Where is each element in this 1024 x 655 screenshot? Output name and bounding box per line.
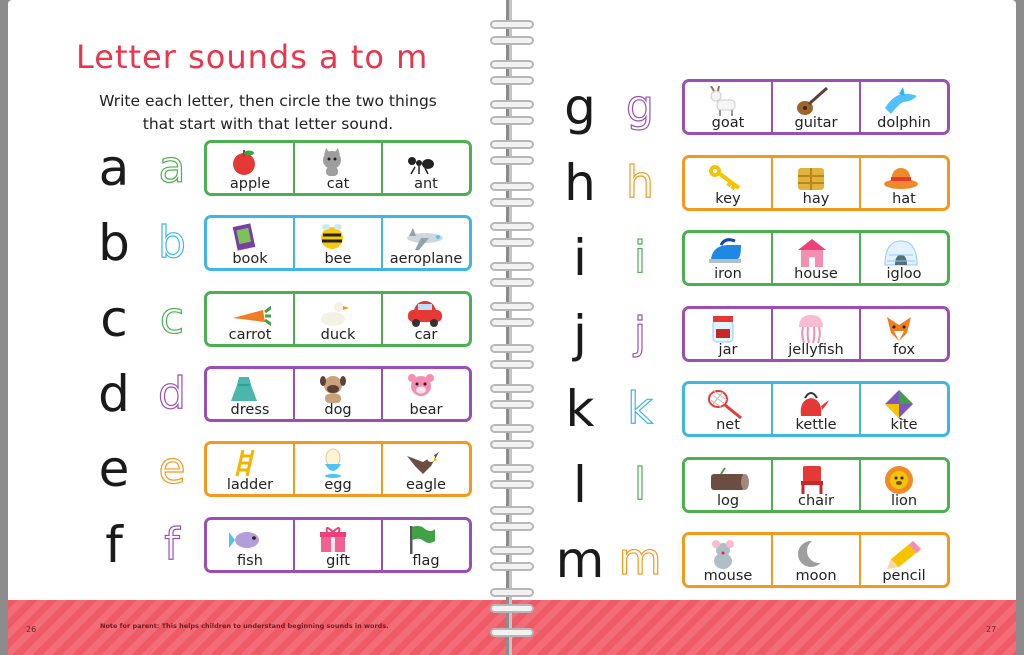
picture-box <box>682 155 950 211</box>
picture-key[interactable] <box>685 158 773 208</box>
trace-letter-f[interactable]: f <box>164 518 180 570</box>
picture-label: jellyfish <box>788 341 844 358</box>
letter-row-k <box>512 378 1016 440</box>
footer-band-right <box>512 600 1016 655</box>
letter-row-f <box>8 514 506 576</box>
binding-ring <box>490 344 534 353</box>
binding-ring <box>490 562 534 571</box>
instruction-line-1: Write each letter, then circle the two things <box>99 92 437 110</box>
binding-ring <box>490 36 534 45</box>
ant-icon <box>405 147 447 179</box>
trace-letter-k[interactable]: k <box>627 383 653 434</box>
letter-row-i <box>512 227 1016 289</box>
picture-label: book <box>232 251 268 268</box>
picture-label: gift <box>326 552 350 569</box>
letter-row-e <box>8 438 506 500</box>
picture-flag[interactable] <box>383 520 469 570</box>
binding-ring <box>490 100 534 109</box>
picture-moon[interactable] <box>773 535 861 585</box>
parent-note: Note for parent: This helps children to understand beginning sounds in words. <box>100 622 389 630</box>
picture-iron[interactable] <box>685 233 773 283</box>
picture-fish[interactable] <box>207 520 295 570</box>
picture-label: hay <box>802 190 830 207</box>
eagle-icon <box>405 448 447 480</box>
picture-label: eagle <box>406 477 446 494</box>
binding-ring <box>490 156 534 165</box>
picture-label: chair <box>797 492 835 509</box>
picture-duck[interactable] <box>295 294 383 344</box>
binding-ring <box>490 318 534 327</box>
letter-k: k <box>565 380 595 438</box>
picture-house[interactable] <box>773 233 861 283</box>
picture-bear[interactable] <box>383 369 469 419</box>
picture-fox[interactable] <box>861 309 947 359</box>
kite-icon <box>883 388 925 420</box>
net-icon <box>707 388 749 420</box>
picture-label: bee <box>324 251 352 268</box>
picture-label: hat <box>892 190 916 207</box>
letter-g: g <box>564 78 596 136</box>
picture-label: egg <box>324 477 352 494</box>
binding-ring <box>490 116 534 125</box>
letter-j: j <box>573 304 587 363</box>
picture-label: fox <box>892 341 916 358</box>
picture-box <box>682 306 950 362</box>
cat-icon <box>317 147 359 179</box>
page-number-left: 26 <box>26 625 37 634</box>
picture-label: cat <box>326 176 350 192</box>
picture-label: dress <box>230 401 270 418</box>
picture-box <box>682 457 950 513</box>
duck-icon <box>317 298 359 330</box>
binding-ring <box>490 76 534 85</box>
iron-icon <box>707 237 749 269</box>
mouse-icon <box>707 539 749 571</box>
picture-goat[interactable] <box>685 82 773 132</box>
picture-hat[interactable] <box>861 158 947 208</box>
letter-l: l <box>573 455 587 514</box>
binding-ring <box>490 464 534 473</box>
dog-icon <box>317 373 359 405</box>
trace-letter-d[interactable]: d <box>158 367 186 419</box>
picture-ant[interactable] <box>383 143 469 193</box>
picture-ladder[interactable] <box>207 444 295 494</box>
binding-ring <box>490 440 534 449</box>
letter-d: d <box>98 364 130 423</box>
picture-jellyfish[interactable] <box>773 309 861 359</box>
picture-guitar[interactable] <box>773 82 861 132</box>
trace-letter-h[interactable]: h <box>626 156 654 208</box>
binding-ring <box>490 140 534 149</box>
pencil-icon <box>883 539 925 571</box>
trace-letter-l[interactable]: l <box>633 458 647 510</box>
letter-row-g <box>512 76 1016 138</box>
picture-car[interactable] <box>383 294 469 344</box>
picture-label: car <box>414 326 438 343</box>
fox-icon <box>883 313 925 345</box>
igloo-icon <box>883 237 925 269</box>
picture-aeroplane[interactable] <box>383 218 469 268</box>
letter-h: h <box>564 153 596 212</box>
binding-ring <box>490 262 534 271</box>
picture-dress[interactable] <box>207 369 295 419</box>
picture-label: ant <box>414 176 438 192</box>
picture-label: lion <box>890 492 918 509</box>
binding-ring <box>490 302 534 311</box>
picture-label: pencil <box>882 568 926 584</box>
trace-letter-c[interactable]: c <box>159 292 185 344</box>
flag-icon <box>405 524 447 556</box>
carrot-icon <box>229 298 271 330</box>
binding-ring <box>490 20 534 29</box>
binding-ring <box>490 238 534 247</box>
ladder-icon <box>229 448 271 480</box>
jar-icon <box>707 313 749 345</box>
hat-icon <box>883 162 925 194</box>
picture-label: ladder <box>226 477 274 494</box>
picture-mouse[interactable] <box>685 535 773 585</box>
letter-row-h <box>512 152 1016 214</box>
letter-row-j <box>512 303 1016 365</box>
picture-dog[interactable] <box>295 369 383 419</box>
trace-letter-j[interactable]: j <box>633 307 647 359</box>
trace-letter-g[interactable]: g <box>626 81 654 132</box>
picture-jar[interactable] <box>685 309 773 359</box>
picture-label: jar <box>718 341 738 358</box>
letter-m: m <box>555 531 605 589</box>
picture-label: house <box>794 266 838 282</box>
binding-ring <box>490 198 534 207</box>
picture-book[interactable] <box>207 218 295 268</box>
picture-pencil[interactable] <box>861 535 947 585</box>
picture-chair[interactable] <box>773 460 861 510</box>
trace-letter-b[interactable]: b <box>158 217 186 269</box>
picture-label: mouse <box>703 568 753 584</box>
aeroplane-icon <box>405 222 447 254</box>
kettle-icon <box>795 388 837 420</box>
dolphin-icon <box>883 86 925 118</box>
spiral-binding <box>488 0 536 655</box>
letter-a: a <box>98 139 130 197</box>
book-icon <box>229 222 271 254</box>
picture-label: igloo <box>886 266 922 282</box>
picture-box <box>204 366 472 422</box>
picture-label: net <box>716 417 740 433</box>
binding-ring <box>490 480 534 489</box>
picture-box <box>204 215 472 271</box>
binding-ring <box>490 628 534 637</box>
picture-label: flag <box>412 552 440 569</box>
binding-ring <box>490 522 534 531</box>
lion-icon <box>883 464 925 496</box>
letter-row-c <box>8 288 506 350</box>
picture-box <box>682 532 950 588</box>
apple-icon <box>229 147 271 179</box>
binding-ring <box>490 400 534 409</box>
letter-i: i <box>573 229 587 287</box>
binding-ring <box>490 360 534 369</box>
letter-c: c <box>100 289 128 348</box>
trace-letter-i[interactable]: i <box>633 232 647 283</box>
picture-cat[interactable] <box>295 143 383 193</box>
picture-hay[interactable] <box>773 158 861 208</box>
picture-kite[interactable] <box>861 384 947 434</box>
picture-label: moon <box>795 568 837 584</box>
binding-ring <box>490 182 534 191</box>
hay-icon <box>795 162 837 194</box>
picture-log[interactable] <box>685 460 773 510</box>
left-page <box>8 0 506 655</box>
picture-label: key <box>715 190 741 207</box>
picture-box <box>682 381 950 437</box>
picture-apple[interactable] <box>207 143 295 193</box>
trace-letter-e[interactable]: e <box>158 443 186 495</box>
picture-carrot[interactable] <box>207 294 295 344</box>
gift-icon <box>317 524 359 556</box>
picture-label: log <box>716 492 740 509</box>
instruction-line-2: that start with that letter sound. <box>142 115 394 133</box>
page-title: Letter sounds a to m <box>76 38 429 76</box>
picture-box <box>204 517 472 573</box>
trace-letter-a[interactable]: a <box>158 142 186 193</box>
picture-box <box>682 79 950 135</box>
letter-row-m <box>512 529 1016 591</box>
binding-ring <box>490 278 534 287</box>
binding-ring <box>490 506 534 515</box>
page-number-right: 27 <box>986 625 997 634</box>
bear-icon <box>405 373 447 405</box>
car-icon <box>405 298 447 330</box>
jellyfish-icon <box>795 313 837 345</box>
letter-row-a <box>8 137 506 199</box>
picture-label: kite <box>890 417 918 433</box>
picture-label: bear <box>409 401 443 418</box>
letter-row-d <box>8 363 506 425</box>
guitar-icon <box>795 86 837 118</box>
binding-ring <box>490 60 534 69</box>
right-page <box>512 0 1016 655</box>
picture-label: dog <box>324 401 352 418</box>
goat-icon <box>707 86 749 118</box>
binding-ring <box>490 384 534 393</box>
picture-label: kettle <box>795 417 837 433</box>
picture-box <box>204 140 472 196</box>
picture-label: apple <box>229 176 271 192</box>
picture-kettle[interactable] <box>773 384 861 434</box>
picture-egg[interactable] <box>295 444 383 494</box>
picture-label: duck <box>320 326 356 343</box>
picture-box <box>682 230 950 286</box>
instructions <box>48 90 488 136</box>
picture-label: guitar <box>794 115 838 131</box>
picture-igloo[interactable] <box>861 233 947 283</box>
dress-icon <box>229 373 271 405</box>
binding-ring <box>490 604 534 613</box>
letter-row-l <box>512 454 1016 516</box>
chair-icon <box>795 464 837 496</box>
letter-f: f <box>105 515 123 574</box>
letter-b: b <box>98 214 130 273</box>
picture-bee[interactable] <box>295 218 383 268</box>
picture-label: dolphin <box>877 115 931 131</box>
binding-ring <box>490 424 534 433</box>
picture-gift[interactable] <box>295 520 383 570</box>
trace-letter-m[interactable]: m <box>618 534 662 585</box>
letter-row-b <box>8 212 506 274</box>
picture-eagle[interactable] <box>383 444 469 494</box>
binding-ring <box>490 222 534 231</box>
picture-label: iron <box>714 266 742 282</box>
picture-box <box>204 291 472 347</box>
picture-dolphin[interactable] <box>861 82 947 132</box>
fish-icon <box>229 524 271 556</box>
bee-icon <box>317 222 359 254</box>
binding-ring <box>490 588 534 597</box>
log-icon <box>707 464 749 496</box>
picture-box <box>204 441 472 497</box>
egg-icon <box>317 448 359 480</box>
key-icon <box>707 162 749 194</box>
letter-e: e <box>98 440 130 499</box>
picture-label: carrot <box>228 326 272 343</box>
picture-label: aeroplane <box>389 251 463 268</box>
house-icon <box>795 237 837 269</box>
picture-lion[interactable] <box>861 460 947 510</box>
binding-ring <box>490 546 534 555</box>
picture-label: goat <box>711 115 745 131</box>
picture-net[interactable] <box>685 384 773 434</box>
moon-icon <box>795 539 837 571</box>
picture-label: fish <box>237 552 263 569</box>
